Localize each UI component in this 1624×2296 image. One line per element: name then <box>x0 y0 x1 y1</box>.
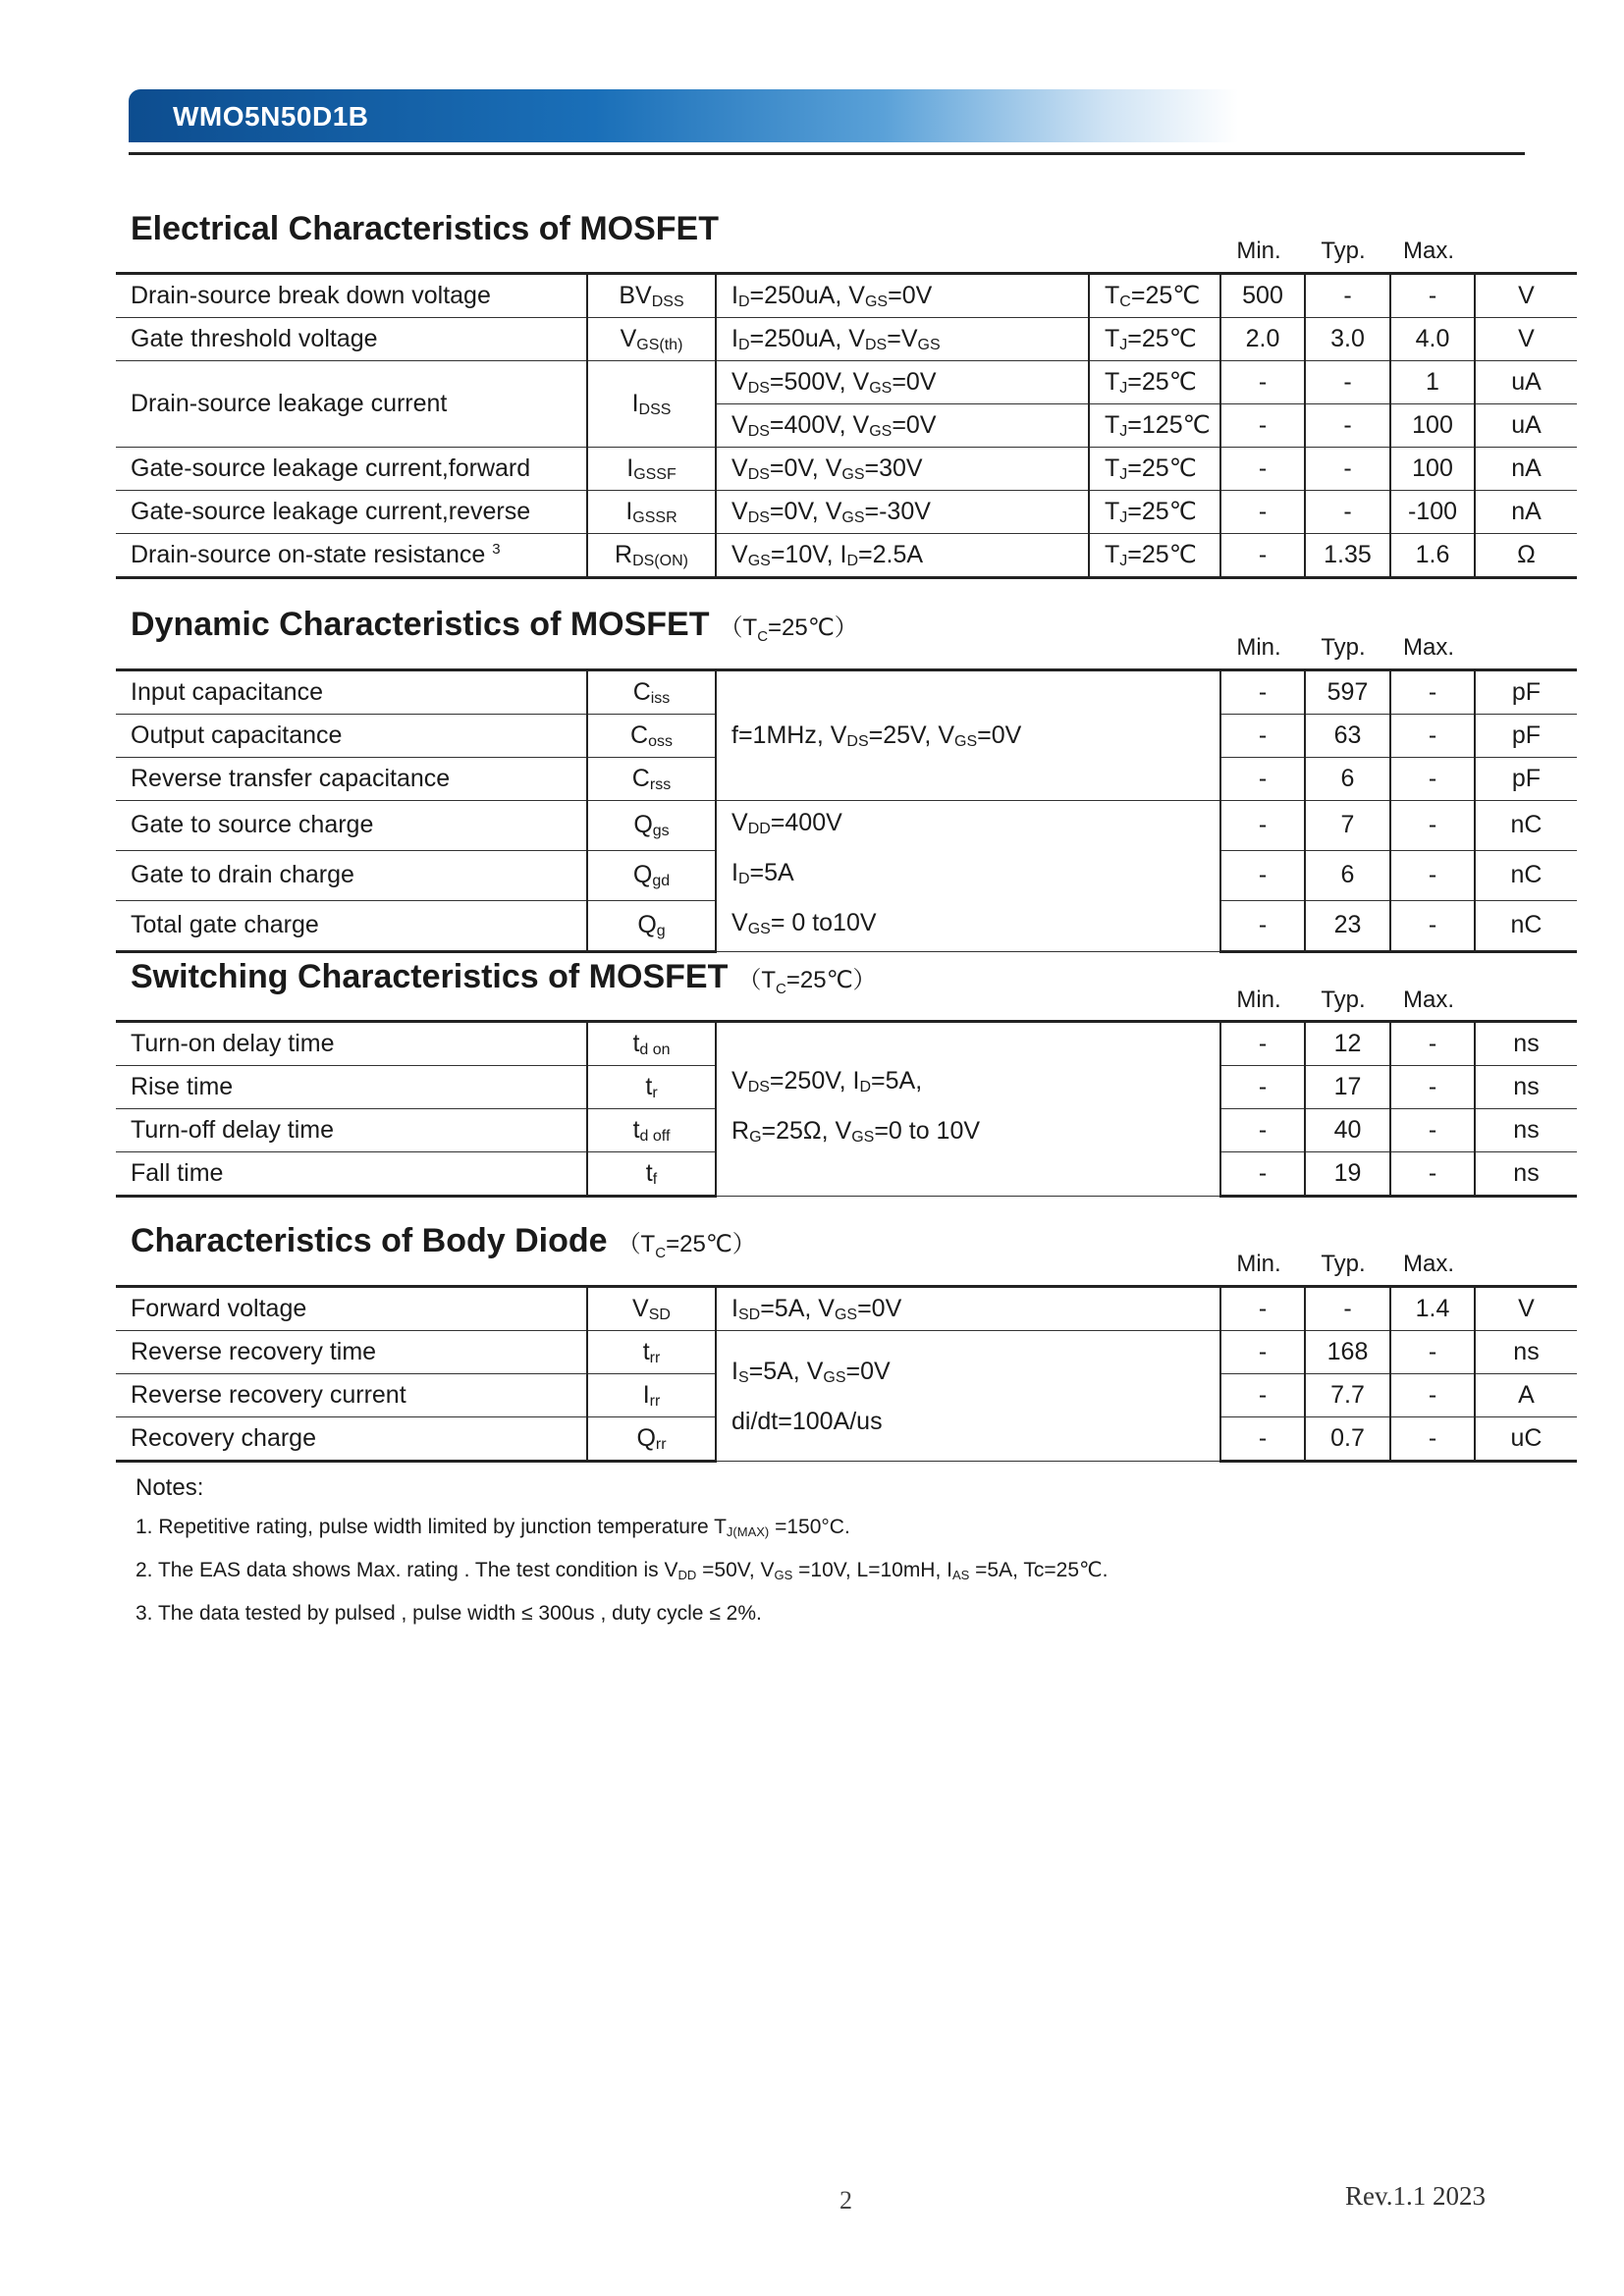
param-cell: Turn-on delay time <box>116 1022 587 1066</box>
param-cell: Recovery charge <box>116 1417 587 1462</box>
typ-cell: 6 <box>1305 850 1390 900</box>
condition-cell: $I_{SD}=5A$, $V_{GS}=0V$ <box>716 1287 1220 1331</box>
param-cell: Drain-source on-state resistance $^3$ <box>116 534 587 578</box>
typ-cell: 6 <box>1305 758 1390 801</box>
col-typ: Typ. <box>1321 1251 1366 1277</box>
table-row <box>116 361 1577 404</box>
condition-cell: $I_S=5A$, $V_{GS}=0V$ di/dt=100A/us <box>716 1331 1220 1462</box>
unit-cell: pF <box>1475 715 1577 758</box>
unit-cell: uA <box>1475 361 1577 404</box>
symbol-cell: $C_{rss}$ <box>587 758 716 801</box>
min-cell: - <box>1220 1287 1305 1331</box>
col-max: Max. <box>1402 1251 1454 1277</box>
unit-cell: pF <box>1475 670 1577 715</box>
switching-title: Switching Characteristics of MOSFET $(T_C=25℃)$ <box>131 958 877 997</box>
dynamic-table <box>116 668 1577 953</box>
temp-cell: $T_C=25℃$ <box>1089 274 1220 318</box>
max-cell: 100 <box>1390 448 1475 491</box>
diode-table <box>116 1285 1577 1463</box>
max-cell: - <box>1390 850 1475 900</box>
typ-cell: 23 <box>1305 900 1390 951</box>
diode-condition: $(T_C=25℃)$ <box>617 1231 756 1261</box>
unit-cell: A <box>1475 1374 1577 1417</box>
min-cell: - <box>1220 801 1305 851</box>
typ-cell: 7 <box>1305 801 1390 851</box>
header-banner <box>129 89 1238 142</box>
unit-cell: pF <box>1475 758 1577 801</box>
min-cell: - <box>1220 1152 1305 1197</box>
symbol-cell: $V_{GS(th)}$ <box>587 318 716 361</box>
col-min: Min. <box>1236 987 1281 1013</box>
temp-cell: $T_J=25℃$ <box>1089 491 1220 534</box>
unit-cell: ns <box>1475 1152 1577 1197</box>
typ-cell: 3.0 <box>1305 318 1390 361</box>
min-cell: - <box>1220 670 1305 715</box>
col-max: Max. <box>1402 634 1454 661</box>
temp-cell: $T_J=25℃$ <box>1089 448 1220 491</box>
symbol-cell: $t_{d on}$ <box>587 1022 716 1066</box>
min-cell: - <box>1220 404 1305 448</box>
param-cell: Fall time <box>116 1152 587 1197</box>
param-cell: Reverse transfer capacitance <box>116 758 587 801</box>
min-cell: - <box>1220 1417 1305 1462</box>
min-cell: - <box>1220 491 1305 534</box>
col-min: Min. <box>1236 1251 1281 1277</box>
unit-cell: uA <box>1475 404 1577 448</box>
col-typ: Typ. <box>1321 987 1366 1013</box>
page-number: 2 <box>839 2186 852 2215</box>
max-cell: - <box>1390 1022 1475 1066</box>
table-row <box>116 448 1577 491</box>
symbol-cell: $I_{GSSF}$ <box>587 448 716 491</box>
max-cell: - <box>1390 801 1475 851</box>
min-cell: - <box>1220 850 1305 900</box>
max-cell: - <box>1390 274 1475 318</box>
param-cell: Input capacitance <box>116 670 587 715</box>
max-cell: - <box>1390 670 1475 715</box>
unit-cell: nA <box>1475 491 1577 534</box>
unit-cell: uC <box>1475 1417 1577 1462</box>
table-row <box>116 318 1577 361</box>
switching-condition: $(T_C=25℃)$ <box>737 967 877 997</box>
note-2: 2. The EAS data shows Max. rating . The test condition is $V_{DD} =50V$, $V_{GS} =10V$, L=10mH, $I_{AS} =5A$, Tc=25℃. <box>135 1559 1109 1582</box>
col-max: Max. <box>1402 987 1454 1013</box>
unit-cell: ns <box>1475 1066 1577 1109</box>
revision: Rev.1.1 2023 <box>1345 2181 1486 2211</box>
unit-cell: V <box>1475 1287 1577 1331</box>
temp-cell: $T_J=25℃$ <box>1089 361 1220 404</box>
condition-cell: $I_D=250uA$, $V_{GS}=0V$ <box>716 274 1089 318</box>
symbol-cell: $V_{SD}$ <box>587 1287 716 1331</box>
param-cell: Turn-off delay time <box>116 1109 587 1152</box>
typ-cell: 7.7 <box>1305 1374 1390 1417</box>
condition-cell: $V_{DS}=250V$, $I_D=5A$, $R_G=25\Omega$, $V_{GS}=0$ to 10V <box>716 1022 1220 1197</box>
min-cell: - <box>1220 361 1305 404</box>
max-cell: - <box>1390 758 1475 801</box>
condition-cell: $V_{DS}=0V$, $V_{GS}=30V$ <box>716 448 1089 491</box>
param-cell: Gate to drain charge <box>116 850 587 900</box>
typ-cell: - <box>1305 491 1390 534</box>
min-cell: 500 <box>1220 274 1305 318</box>
max-cell: 1.6 <box>1390 534 1475 578</box>
symbol-cell: $Q_{rr}$ <box>587 1417 716 1462</box>
symbol-cell: $I_{GSSR}$ <box>587 491 716 534</box>
typ-cell: - <box>1305 274 1390 318</box>
min-cell: - <box>1220 1109 1305 1152</box>
switching-table <box>116 1020 1577 1198</box>
min-cell: - <box>1220 1022 1305 1066</box>
unit-cell: nC <box>1475 850 1577 900</box>
max-cell: - <box>1390 1374 1475 1417</box>
table-row <box>116 1287 1577 1331</box>
max-cell: - <box>1390 1152 1475 1197</box>
symbol-cell: $I_{rr}$ <box>587 1374 716 1417</box>
table-row <box>116 534 1577 578</box>
max-cell: -100 <box>1390 491 1475 534</box>
max-cell: - <box>1390 900 1475 951</box>
min-cell: - <box>1220 1374 1305 1417</box>
param-cell: Gate-source leakage current,forward <box>116 448 587 491</box>
min-cell: - <box>1220 715 1305 758</box>
max-cell: 1.4 <box>1390 1287 1475 1331</box>
table-row <box>116 1022 1577 1066</box>
temp-cell: $T_J=25℃$ <box>1089 534 1220 578</box>
min-cell: - <box>1220 758 1305 801</box>
part-number: WMO5N50D1B <box>173 101 369 132</box>
unit-cell: ns <box>1475 1331 1577 1374</box>
condition-cell: $I_D=250uA$, $V_{DS}=V_{GS}$ <box>716 318 1089 361</box>
symbol-cell: $t_r$ <box>587 1066 716 1109</box>
max-cell: 1 <box>1390 361 1475 404</box>
param-cell: Drain-source break down voltage <box>116 274 587 318</box>
notes-title: Notes: <box>135 1474 204 1501</box>
unit-cell: ns <box>1475 1109 1577 1152</box>
param-cell: Reverse recovery current <box>116 1374 587 1417</box>
unit-cell: nC <box>1475 900 1577 951</box>
table-row <box>116 274 1577 318</box>
typ-cell: 40 <box>1305 1109 1390 1152</box>
typ-cell: 0.7 <box>1305 1417 1390 1462</box>
unit-cell: ns <box>1475 1022 1577 1066</box>
symbol-cell: $Q_g$ <box>587 900 716 951</box>
param-cell: Gate to source charge <box>116 801 587 851</box>
temp-cell: $T_J=125℃$ <box>1089 404 1220 448</box>
diode-title: Characteristics of Body Diode $(T_C=25℃)$ <box>131 1222 756 1261</box>
condition-cell: $V_{GS}=10V$, $I_D=2.5A$ <box>716 534 1089 578</box>
note-1: 1. Repetitive rating, pulse width limited by junction temperature $T_{J(MAX)} =150^\circ C$. <box>135 1516 850 1539</box>
dynamic-title: Dynamic Characteristics of MOSFET $(T_C=25℃)$ <box>131 606 858 645</box>
electrical-title: Electrical Characteristics of MOSFET <box>131 210 719 247</box>
electrical-table <box>116 272 1577 579</box>
symbol-cell: $Q_{gd}$ <box>587 850 716 900</box>
temp-cell: $T_J=25℃$ <box>1089 318 1220 361</box>
typ-cell: - <box>1305 1287 1390 1331</box>
symbol-cell: $t_{d off}$ <box>587 1109 716 1152</box>
max-cell: 4.0 <box>1390 318 1475 361</box>
symbol-cell: $t_{rr}$ <box>587 1331 716 1374</box>
max-cell: - <box>1390 1417 1475 1462</box>
typ-cell: - <box>1305 448 1390 491</box>
typ-cell: 1.35 <box>1305 534 1390 578</box>
condition-cell: $V_{DD}=400V$ $I_D=5A$ $V_{GS}= 0$ to10V <box>716 801 1220 952</box>
param-cell: Total gate charge <box>116 900 587 951</box>
unit-cell: nC <box>1475 801 1577 851</box>
typ-cell: 12 <box>1305 1022 1390 1066</box>
unit-cell: V <box>1475 318 1577 361</box>
col-min: Min. <box>1236 238 1281 264</box>
typ-cell: 19 <box>1305 1152 1390 1197</box>
min-cell: - <box>1220 1066 1305 1109</box>
dynamic-condition: $(T_C=25℃)$ <box>719 614 858 645</box>
max-cell: - <box>1390 715 1475 758</box>
condition-cell: $V_{DS}=500V$, $V_{GS}=0V$ <box>716 361 1089 404</box>
unit-cell: V <box>1475 274 1577 318</box>
condition-cell: $V_{DS}=400V$, $V_{GS}=0V$ <box>716 404 1089 448</box>
symbol-cell: $R_{DS(ON)}$ <box>587 534 716 578</box>
symbol-cell: $Q_{gs}$ <box>587 801 716 851</box>
symbol-cell: $BV_{DSS}$ <box>587 274 716 318</box>
symbol-cell: $C_{iss}$ <box>587 670 716 715</box>
typ-cell: - <box>1305 361 1390 404</box>
col-min: Min. <box>1236 634 1281 661</box>
typ-cell: - <box>1305 404 1390 448</box>
param-cell: Rise time <box>116 1066 587 1109</box>
typ-cell: 168 <box>1305 1331 1390 1374</box>
param-cell: Forward voltage <box>116 1287 587 1331</box>
symbol-cell: $I_{DSS}$ <box>587 361 716 448</box>
table-row <box>116 1331 1577 1374</box>
max-cell: 100 <box>1390 404 1475 448</box>
symbol-cell: $C_{oss}$ <box>587 715 716 758</box>
col-typ: Typ. <box>1321 634 1366 661</box>
table-row <box>116 670 1577 715</box>
min-cell: 2.0 <box>1220 318 1305 361</box>
typ-cell: 597 <box>1305 670 1390 715</box>
min-cell: - <box>1220 448 1305 491</box>
col-typ: Typ. <box>1321 238 1366 264</box>
max-cell: - <box>1390 1066 1475 1109</box>
max-cell: - <box>1390 1109 1475 1152</box>
param-cell: Gate threshold voltage <box>116 318 587 361</box>
min-cell: - <box>1220 534 1305 578</box>
param-cell: Drain-source leakage current <box>116 361 587 448</box>
table-row <box>116 491 1577 534</box>
param-cell: Gate-source leakage current,reverse <box>116 491 587 534</box>
note-3: 3. The data tested by pulsed , pulse width ≤ 300us , duty cycle ≤ 2%. <box>135 1602 762 1625</box>
unit-cell: Ω <box>1475 534 1577 578</box>
typ-cell: 63 <box>1305 715 1390 758</box>
min-cell: - <box>1220 900 1305 951</box>
symbol-cell: $t_f$ <box>587 1152 716 1197</box>
unit-cell: nA <box>1475 448 1577 491</box>
max-cell: - <box>1390 1331 1475 1374</box>
condition-cell: f=1MHz, $V_{DS}=25V$, $V_{GS}=0V$ <box>716 670 1220 801</box>
condition-cell: $V_{DS}=0V$, $V_{GS}=-30V$ <box>716 491 1089 534</box>
min-cell: - <box>1220 1331 1305 1374</box>
param-cell: Output capacitance <box>116 715 587 758</box>
param-cell: Reverse recovery time <box>116 1331 587 1374</box>
header-rule <box>129 152 1525 155</box>
typ-cell: 17 <box>1305 1066 1390 1109</box>
table-row <box>116 801 1577 851</box>
col-max: Max. <box>1402 238 1454 264</box>
